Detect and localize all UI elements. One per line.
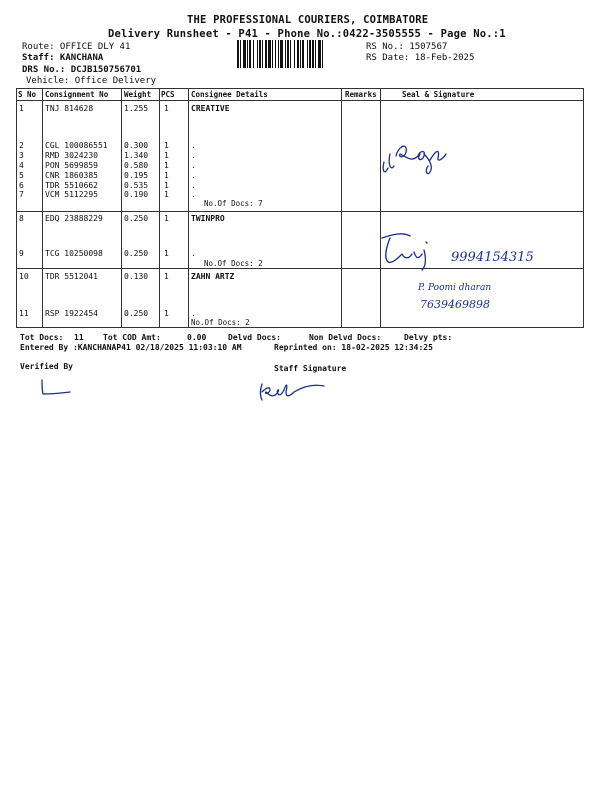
row-sno: 3 — [19, 151, 24, 160]
barcode-bar — [287, 40, 289, 68]
row-sno: 8 — [19, 214, 24, 223]
row-pcs: 1 — [164, 181, 169, 190]
barcode-bar — [322, 40, 323, 68]
barcode-bar — [272, 40, 273, 68]
barcode-bar — [259, 40, 261, 68]
row-marker: . — [191, 309, 196, 318]
barcode-bar — [278, 40, 279, 68]
barcode-bar — [312, 40, 314, 68]
handwritten-signature-1 — [378, 132, 458, 180]
header-weight: Weight — [124, 90, 152, 99]
verified-by-label: Verified By — [20, 362, 73, 371]
barcode-bar — [297, 40, 299, 68]
staff-signature-label: Staff Signature — [274, 364, 347, 373]
column-divider — [159, 88, 160, 327]
consignee-name: ZAHN ARTZ — [191, 272, 235, 281]
consignee-name: TWINPRO — [191, 214, 225, 223]
row-consignment-no: TDR 5510662 — [45, 181, 98, 190]
row-sno: 6 — [19, 181, 24, 190]
row-consignment-no: EDQ 23888229 — [45, 214, 103, 223]
table-right-border — [583, 88, 584, 327]
barcode-bar — [275, 40, 276, 68]
barcode-bar — [249, 40, 251, 68]
barcode-bar — [265, 40, 267, 68]
barcode-bar — [294, 40, 295, 68]
rs-number: RS No.: 1507567 — [366, 42, 448, 52]
row-consignment-no: PON 5699859 — [45, 161, 98, 170]
barcode-bar — [262, 40, 263, 68]
column-divider — [380, 88, 381, 327]
row-consignment-no: TNJ 814628 — [45, 104, 94, 113]
row-marker: . — [191, 141, 196, 150]
barcode-bar — [300, 40, 301, 68]
row-pcs: 1 — [164, 104, 169, 113]
docs-count: No.Of Docs: 2 — [204, 259, 263, 268]
docs-count: No.Of Docs: 2 — [191, 318, 250, 327]
row-weight: 0.250 — [124, 214, 149, 223]
barcode-bar — [247, 40, 248, 68]
row-marker: . — [191, 181, 196, 190]
docs-count: No.Of Docs: 7 — [204, 199, 263, 208]
handwritten-receiver-name: P. Poomi dharan — [418, 283, 492, 293]
delivery-points-label: Delvy pts: — [404, 333, 453, 342]
row-sno: 9 — [19, 249, 24, 258]
column-divider — [42, 88, 43, 327]
row-weight: 0.130 — [124, 272, 149, 281]
consignee-name: CREATIVE — [191, 104, 230, 113]
delivered-docs-label: Delvd Docs: — [228, 333, 281, 342]
row-weight: 0.300 — [124, 141, 149, 150]
row-marker: . — [191, 190, 196, 199]
row-weight: 0.535 — [124, 181, 149, 190]
barcode-bar — [253, 40, 254, 68]
barcode-bar — [237, 40, 239, 68]
row-marker: . — [191, 161, 196, 170]
row-sno: 5 — [19, 171, 24, 180]
total-docs-label: Tot Docs: — [20, 333, 64, 342]
staff-label: Staff: KANCHANA — [22, 53, 104, 63]
column-divider — [121, 88, 122, 327]
non-delivered-docs-label: Non Delvd Docs: — [309, 333, 382, 342]
row-consignment-no: TCG 10250098 — [45, 249, 103, 258]
row-weight: 1.255 — [124, 104, 149, 113]
row-consignment-no: TDR 5512041 — [45, 272, 98, 281]
row-marker: . — [191, 151, 196, 160]
rs-date: RS Date: 18-Feb-2025 — [366, 53, 475, 63]
runsheet-title: Delivery Runsheet - P41 - Phone No.:0422-3505555 - Page No.:1 — [108, 28, 506, 40]
row-sno: 2 — [19, 141, 24, 150]
row-pcs: 1 — [164, 171, 169, 180]
header-remarks: Remarks — [345, 90, 377, 99]
barcode-bar — [280, 40, 283, 68]
group-divider — [16, 211, 584, 212]
verified-by-signature — [36, 378, 76, 398]
group-divider — [16, 268, 584, 269]
table-bottom-border — [16, 327, 584, 328]
header-consignment: Consignment No — [45, 90, 109, 99]
entered-by: Entered By :KANCHANAP41 02/18/2025 11:03:10 AM — [20, 343, 242, 352]
barcode-bar — [318, 40, 321, 68]
header-pcs: PCS — [161, 90, 175, 99]
row-pcs: 1 — [164, 151, 169, 160]
row-pcs: 1 — [164, 214, 169, 223]
drs-number: DRS No.: DCJB150756701 — [22, 65, 142, 75]
barcode-bar — [307, 40, 308, 68]
row-weight: 0.195 — [124, 171, 149, 180]
row-pcs: 1 — [164, 249, 169, 258]
table-top-border — [16, 88, 584, 89]
vehicle-label: Vehicle: Office Delivery — [26, 76, 157, 86]
header-sno: S No — [18, 90, 37, 99]
barcode-bar — [268, 40, 271, 68]
column-divider — [341, 88, 342, 327]
row-pcs: 1 — [164, 141, 169, 150]
row-pcs: 1 — [164, 161, 169, 170]
barcode-bar — [240, 40, 241, 68]
row-consignment-no: CNR 1860385 — [45, 171, 98, 180]
row-sno: 1 — [19, 104, 24, 113]
staff-signature-mark — [256, 376, 328, 404]
row-pcs: 1 — [164, 272, 169, 281]
barcode-bar — [290, 40, 291, 68]
row-consignment-no: RMD 3024230 — [45, 151, 98, 160]
barcode-bar — [309, 40, 311, 68]
barcode-bar — [302, 40, 304, 68]
handwritten-phone-2: 7639469898 — [420, 298, 490, 311]
header-consignee: Consignee Details — [191, 90, 268, 99]
row-weight: 0.580 — [124, 161, 149, 170]
row-consignment-no: CGL 100086551 — [45, 141, 108, 150]
total-cod-label: Tot COD Amt: — [103, 333, 161, 342]
table-header-border — [16, 100, 584, 101]
row-weight: 1.340 — [124, 151, 149, 160]
row-pcs: 1 — [164, 190, 169, 199]
barcode-bar — [315, 40, 316, 68]
row-weight: 0.250 — [124, 249, 149, 258]
row-weight: 0.250 — [124, 309, 149, 318]
table-left-border — [16, 88, 17, 327]
row-consignment-no: RSP 1922454 — [45, 309, 98, 318]
row-sno: 7 — [19, 190, 24, 199]
row-weight: 0.190 — [124, 190, 149, 199]
route-label: Route: OFFICE DLY 41 — [22, 42, 131, 52]
row-marker: . — [191, 249, 196, 258]
row-sno: 10 — [19, 272, 29, 281]
row-consignment-no: VCM 5112295 — [45, 190, 98, 199]
total-cod-value: 0.00 — [187, 333, 207, 342]
company-name: THE PROFESSIONAL COURIERS, COIMBATORE — [187, 14, 429, 26]
row-sno: 4 — [19, 161, 24, 170]
reprinted-on: Reprinted on: 18-02-2025 12:34:25 — [274, 343, 433, 352]
barcode-bar — [243, 40, 246, 68]
column-divider — [188, 88, 189, 327]
header-seal-signature: Seal & Signature — [402, 90, 475, 99]
row-pcs: 1 — [164, 309, 169, 318]
barcode-bar — [285, 40, 286, 68]
handwritten-phone-1: 9994154315 — [451, 250, 534, 265]
row-sno: 11 — [19, 309, 29, 318]
total-docs-value: 11 — [74, 333, 84, 342]
handwritten-signature-2 — [376, 228, 452, 272]
row-marker: . — [191, 171, 196, 180]
barcode-image — [236, 40, 360, 68]
barcode-bar — [257, 40, 258, 68]
